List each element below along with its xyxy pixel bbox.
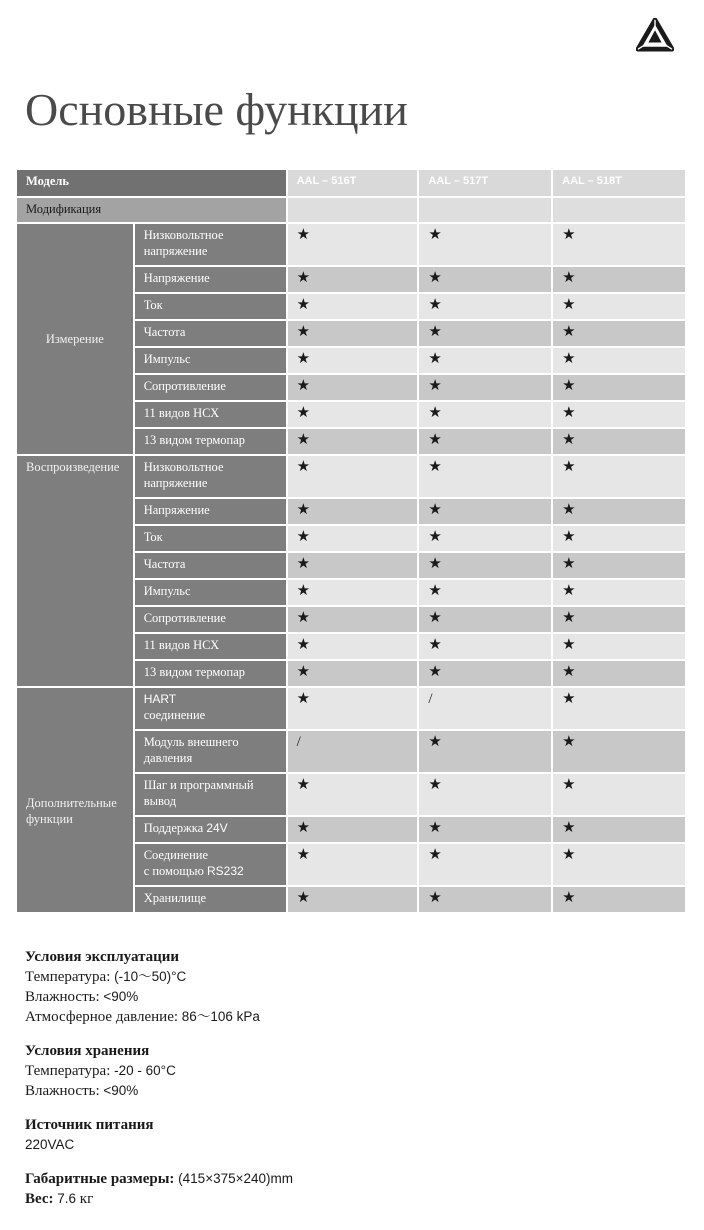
value-cell: ★ (553, 553, 685, 578)
spec-value: <90% (103, 989, 139, 1004)
value-cell: / (288, 731, 418, 772)
spec-value: -20 - 60°C (114, 1063, 176, 1078)
row-label: Импульс (135, 580, 286, 605)
value-cell: ★ (553, 580, 685, 605)
operating-temperature (25, 967, 665, 987)
row-label: Частота (135, 553, 286, 578)
value-cell: ★ (553, 402, 685, 427)
spec-value: <90% (103, 1083, 139, 1098)
row-label-line: Соединение (143, 848, 209, 862)
value-cell: ★ (553, 774, 685, 815)
row-label (135, 688, 286, 729)
spec-label: Влажность: (25, 1083, 100, 1099)
value-cell: ★ (288, 526, 418, 551)
row-label (135, 817, 286, 842)
dimensions-value: (415×375×240)mm (178, 1171, 293, 1186)
value-cell: ★ (553, 294, 685, 319)
value-cell: ★ (553, 887, 685, 912)
row-label: 11 видов НСХ (135, 634, 286, 659)
row-label-line: соединение (143, 708, 206, 722)
value-cell: ★ (288, 499, 418, 524)
dimensions (25, 1169, 665, 1189)
value-cell: ★ (553, 348, 685, 373)
row-label: Импульс (135, 348, 286, 373)
value-cell: ★ (419, 267, 551, 292)
row-label: Модуль внешнего давления (135, 731, 286, 772)
weight-unit: кг (79, 1191, 94, 1207)
value-cell: ★ (419, 429, 551, 454)
operating-pressure (25, 1007, 665, 1027)
row-label-part: Поддержка (143, 821, 204, 835)
value-cell: ★ (419, 499, 551, 524)
value-cell: ★ (288, 580, 418, 605)
value-cell: ★ (419, 224, 551, 265)
spec-label: Атмосферное давление: (25, 1009, 179, 1025)
value-cell: ★ (288, 429, 418, 454)
value-cell: ★ (419, 607, 551, 632)
power-supply (25, 1116, 665, 1154)
spec-label: Влажность: (25, 989, 100, 1005)
value-cell: ★ (553, 375, 685, 400)
header-model-label: Модель (17, 170, 286, 196)
value-cell: ★ (553, 661, 685, 686)
value-cell: ★ (288, 553, 418, 578)
row-label: Сопротивление (135, 375, 286, 400)
modification-cell (288, 198, 418, 222)
row-label: 13 видом термопар (135, 429, 286, 454)
row-label: Низковольтное напряжение (135, 224, 286, 265)
table-row (17, 688, 685, 729)
value-cell: ★ (553, 429, 685, 454)
modification-label: Модификация (17, 198, 286, 222)
value-cell: ★ (419, 817, 551, 842)
modification-cell (419, 198, 551, 222)
value-cell: ★ (553, 844, 685, 885)
value-cell: ★ (419, 402, 551, 427)
page-title: Основные функции (25, 84, 408, 135)
value-cell: ★ (288, 688, 418, 729)
value-cell: ★ (553, 607, 685, 632)
value-cell: ★ (288, 402, 418, 427)
row-label: Хранилище (135, 887, 286, 912)
value-cell: ★ (288, 661, 418, 686)
value-cell: ★ (288, 321, 418, 346)
spec-value: (-10～50)°C (114, 969, 187, 984)
row-label: Ток (135, 294, 286, 319)
row-label-part: RS232 (207, 864, 244, 878)
value-cell: ★ (288, 817, 418, 842)
row-label-part: с помощью (143, 864, 204, 878)
specifications-section (25, 948, 665, 1209)
value-cell: ★ (553, 634, 685, 659)
value-cell: ★ (553, 688, 685, 729)
dimensions-weight (25, 1169, 665, 1209)
power-supply-value: 220VAC (25, 1137, 75, 1152)
row-label (135, 844, 286, 885)
value-cell: ★ (419, 553, 551, 578)
value-cell: ★ (553, 456, 685, 497)
row-label: Шаг и программный вывод (135, 774, 286, 815)
group-label-additional: Дополнительные функции (17, 688, 133, 912)
value-cell: ★ (419, 661, 551, 686)
group-label-reproduction: Воспроизведение (17, 456, 133, 686)
value-cell: ★ (288, 887, 418, 912)
model-column-header: AAL – 518T (553, 170, 685, 196)
value-cell: ★ (419, 774, 551, 815)
value-cell: ★ (288, 267, 418, 292)
row-label: Напряжение (135, 267, 286, 292)
weight-value: 7.6 (57, 1191, 77, 1206)
functions-table (15, 168, 687, 914)
modification-cell (553, 198, 685, 222)
storage-conditions-title: Условия хранения (25, 1043, 150, 1059)
model-column-header: AAL – 516T (288, 170, 418, 196)
value-cell: ★ (419, 731, 551, 772)
row-label: Напряжение (135, 499, 286, 524)
value-cell: ★ (553, 817, 685, 842)
weight-label: Вес: (25, 1191, 54, 1207)
spec-label: Температура: (25, 1063, 111, 1079)
value-cell: ★ (419, 634, 551, 659)
value-cell: ★ (553, 267, 685, 292)
value-cell: ★ (288, 294, 418, 319)
value-cell: ★ (419, 294, 551, 319)
weight (25, 1189, 665, 1209)
row-label: 11 видов НСХ (135, 402, 286, 427)
value-cell: ★ (419, 580, 551, 605)
value-cell: ★ (553, 499, 685, 524)
value-cell: ★ (288, 456, 418, 497)
value-cell: / (419, 688, 551, 729)
spec-label: Температура: (25, 969, 111, 985)
row-label: 13 видом термопар (135, 661, 286, 686)
spec-value: 86～106 kPa (181, 1009, 260, 1024)
group-label-measurement: Измерение (17, 224, 133, 454)
table-row (17, 224, 685, 265)
table-row (17, 456, 685, 497)
value-cell: ★ (419, 526, 551, 551)
row-label-part: 24V (206, 821, 228, 835)
storage-humidity (25, 1081, 665, 1101)
value-cell: ★ (419, 375, 551, 400)
row-label: Сопротивление (135, 607, 286, 632)
model-column-header: AAL – 517T (419, 170, 551, 196)
value-cell: ★ (288, 375, 418, 400)
storage-conditions (25, 1042, 665, 1101)
row-label-line: HART (143, 692, 177, 706)
value-cell: ★ (419, 456, 551, 497)
brand-logo-icon (636, 18, 674, 52)
value-cell: ★ (288, 607, 418, 632)
value-cell: ★ (288, 774, 418, 815)
power-supply-title: Источник питания (25, 1117, 154, 1133)
row-label: Ток (135, 526, 286, 551)
row-label: Частота (135, 321, 286, 346)
value-cell: ★ (553, 526, 685, 551)
value-cell: ★ (553, 731, 685, 772)
value-cell: ★ (419, 887, 551, 912)
value-cell: ★ (288, 224, 418, 265)
value-cell: ★ (553, 321, 685, 346)
operating-conditions-title: Условия эксплуатации (25, 949, 180, 965)
value-cell: ★ (419, 348, 551, 373)
operating-humidity (25, 987, 665, 1007)
value-cell: ★ (419, 321, 551, 346)
dimensions-label: Габаритные размеры: (25, 1171, 175, 1187)
value-cell: ★ (288, 348, 418, 373)
row-label: Низковольтное напряжение (135, 456, 286, 497)
value-cell: ★ (288, 844, 418, 885)
value-cell: ★ (419, 844, 551, 885)
operating-conditions (25, 948, 665, 1027)
storage-temperature (25, 1061, 665, 1081)
value-cell: ★ (553, 224, 685, 265)
value-cell: ★ (288, 634, 418, 659)
